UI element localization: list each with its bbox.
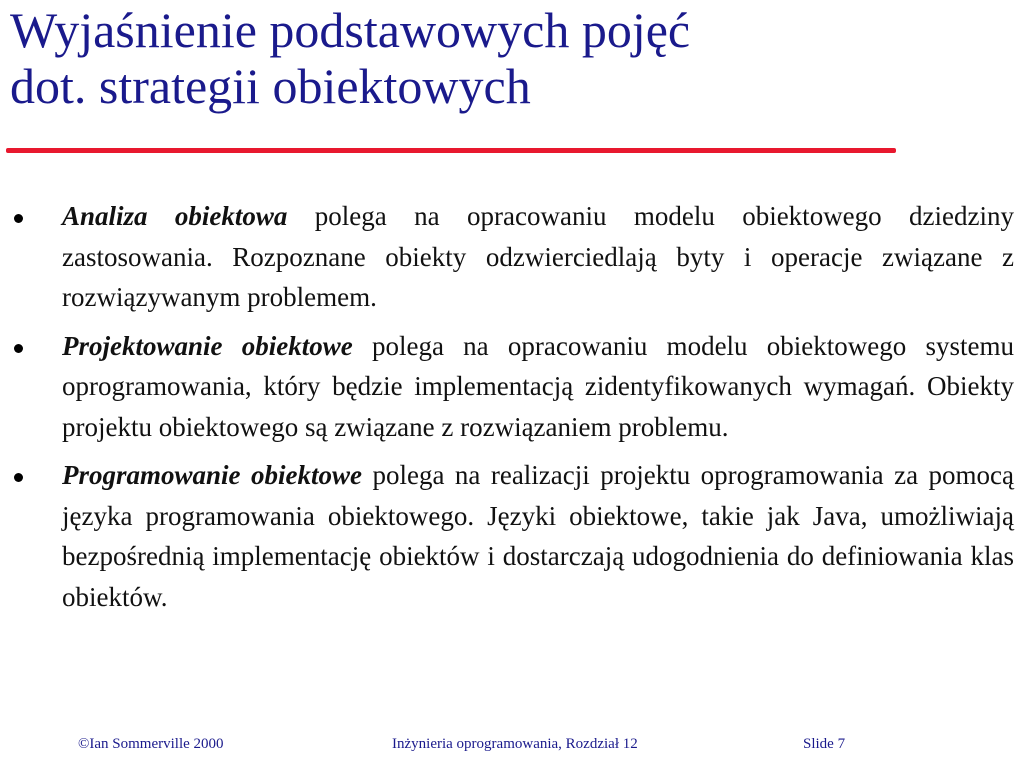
bullet-dot-icon [14, 473, 23, 482]
bullet-text: polega na opracowaniu modelu obiektowego dziedziny zastosowania. Rozpoznane obiekty odzwierciedlają byty i operacje związane z rozwiązywanym problemem. [62, 201, 1015, 312]
bullet-term: Analiza obiektowa [62, 201, 288, 231]
slide-title [10, 2, 910, 114]
bullet-term: Projektowanie obiektowe [62, 330, 353, 361]
slide-title-line-1: Wyjaśnienie podstawowych pojęć [10, 2, 691, 58]
footer-slide-number: Slide 7 [803, 736, 846, 752]
bullet-term: Programowanie obiektowe [62, 460, 362, 490]
bullet-list [10, 196, 1014, 625]
bullet-dot-icon [14, 214, 23, 223]
footer-course-title: Inżynieria oprogramowania, Rozdział 12 [392, 736, 638, 752]
title-underline-divider [6, 148, 896, 153]
bullet-text: polega na realizacji projektu oprogramowania za pomocą języka programowania obiektowego. Języki obiektowe, takie jak Java, umożliwiają bezpośrednią implementację obiektów i dostarczają udogodnienia do definiowania klas obiektów. [62, 460, 1014, 612]
bullet-item-object-design [10, 326, 1014, 448]
bullet-dot-icon [14, 344, 23, 353]
bullet-item-object-analysis [10, 196, 1014, 318]
bullet-item-object-programming [10, 455, 1014, 617]
slide-title-line-2: dot. strategii obiektowych [10, 58, 531, 114]
bullet-text: polega na opracowaniu modelu obiektowego systemu oprogramowania, który będzie implementacją zidentyfikowanych wymagań. Obiekty projektu obiektowego są związane z rozwiązaniem problemu. [62, 330, 1014, 442]
footer-copyright: ©Ian Sommerville 2000 [78, 736, 224, 752]
